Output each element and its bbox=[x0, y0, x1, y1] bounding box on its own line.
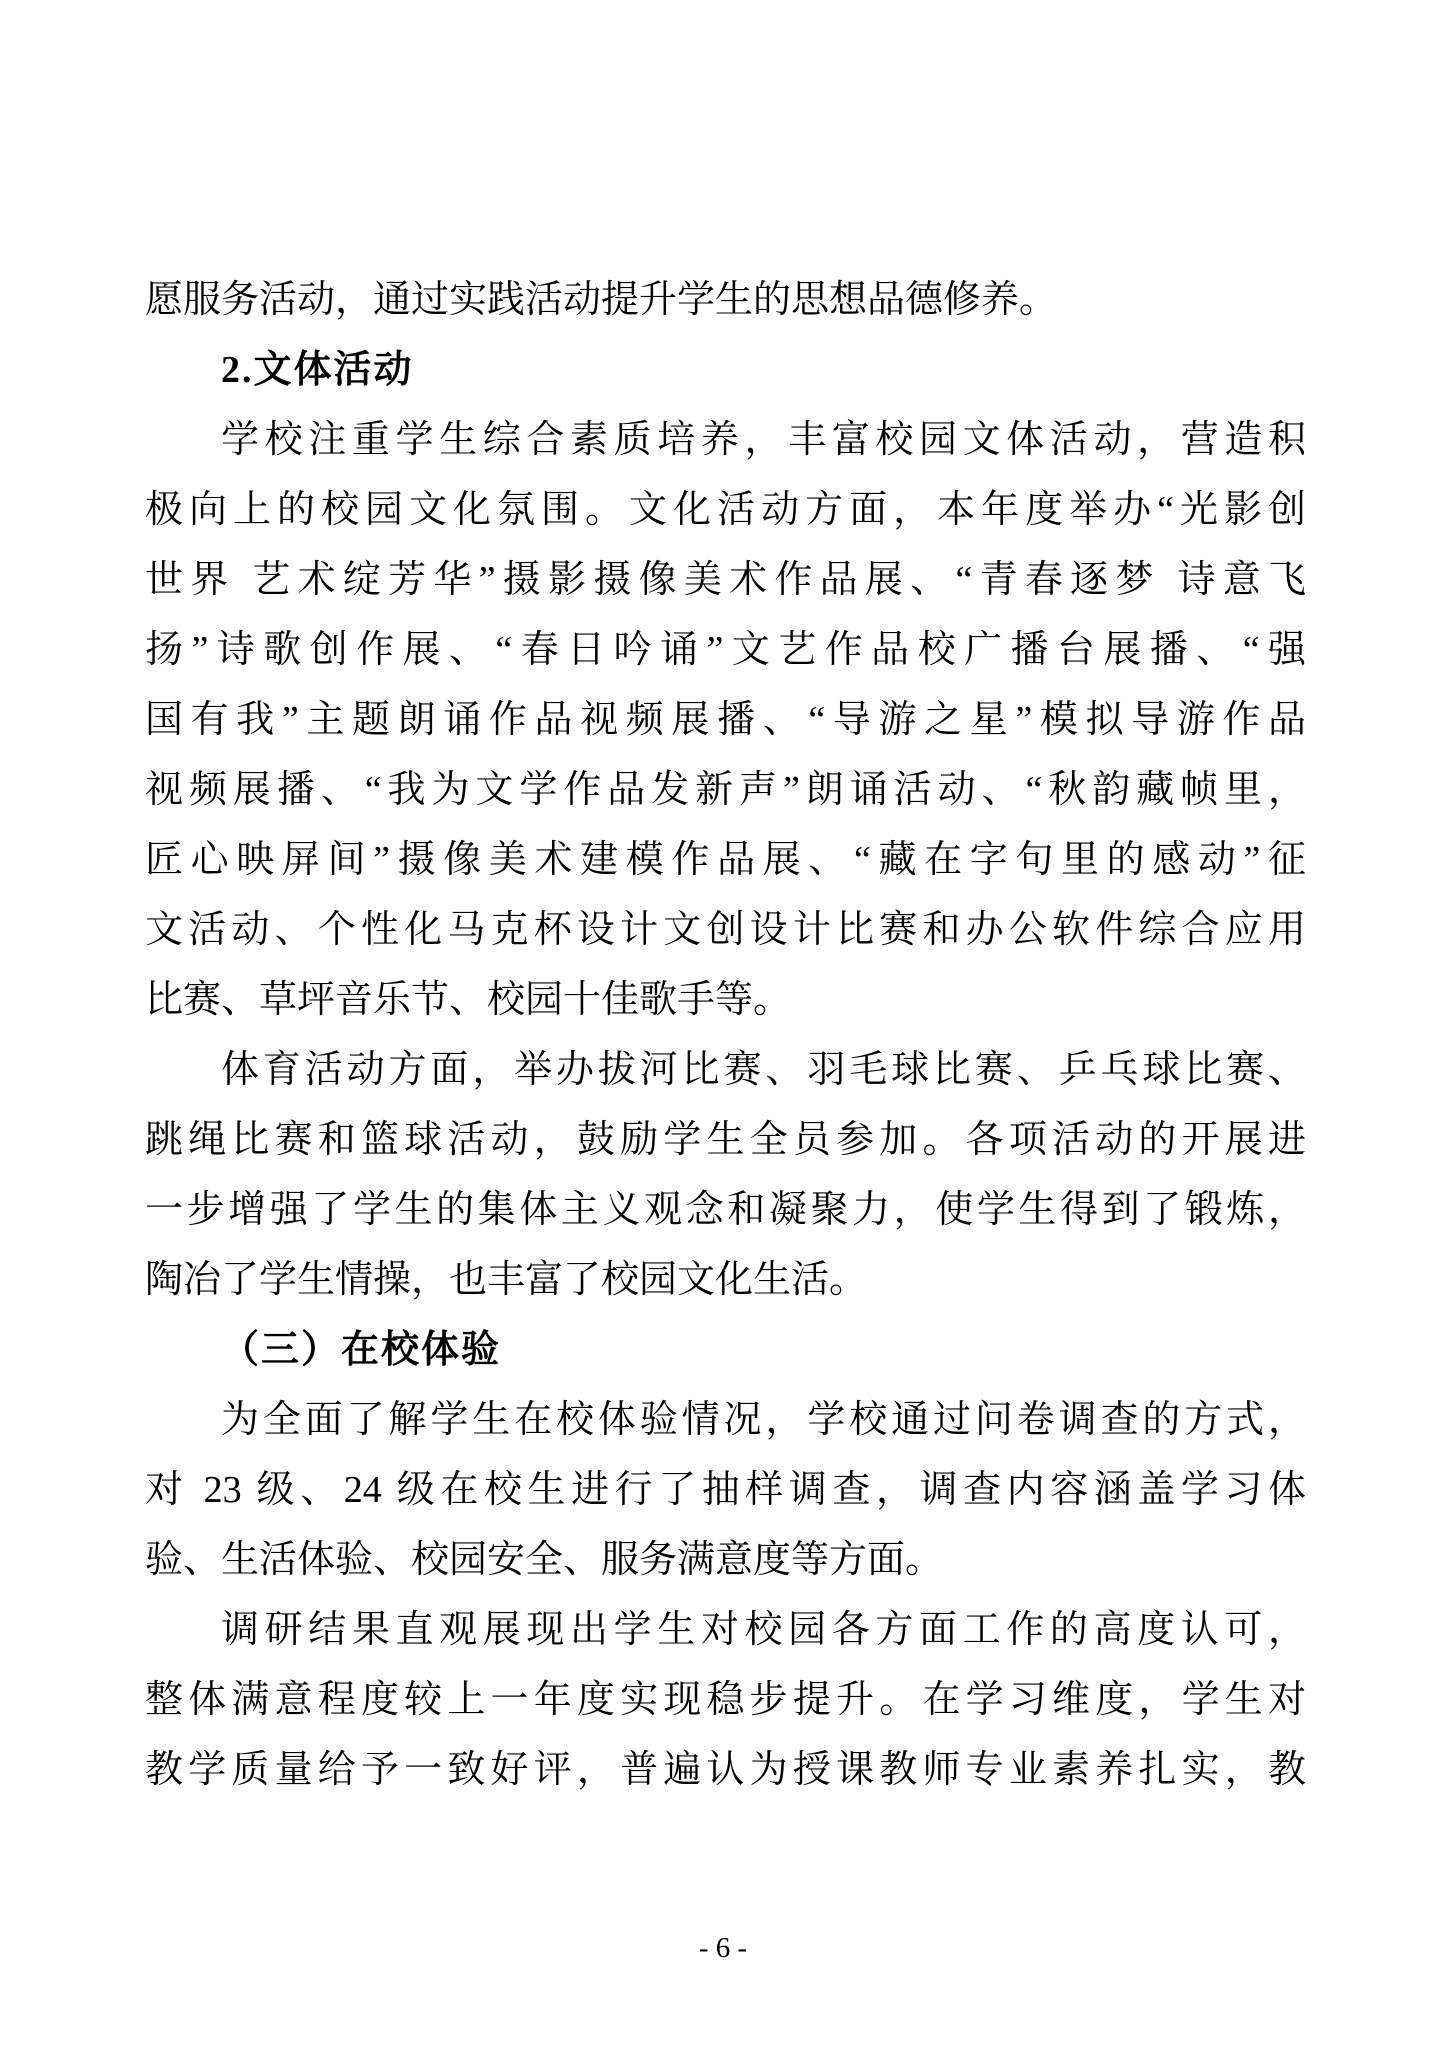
paragraph-line: 扬”诗歌创作展、“春日吟诵”文艺作品校广播台展播、“强 bbox=[145, 629, 1306, 671]
paragraph-line: 文活动、个性化马克杯设计文创设计比赛和办公软件综合应用 bbox=[145, 909, 1306, 951]
paragraph-line: 调研结果直观展现出学生对校园各方面工作的高度认可， bbox=[221, 1609, 1306, 1651]
page-number: - 6 - bbox=[698, 1932, 748, 1964]
paragraph-line: 体育活动方面，举办拔河比赛、羽毛球比赛、乒乓球比赛、 bbox=[221, 1049, 1306, 1091]
paragraph-line: 比赛、草坪音乐节、校园十佳歌手等。 bbox=[145, 979, 792, 1021]
paragraph-line: 为全面了解学生在校体验情况，学校通过问卷调查的方式， bbox=[221, 1399, 1306, 1441]
paragraph-line: 视频展播、“我为文学作品发新声”朗诵活动、“秋韵藏帧里， bbox=[145, 769, 1306, 811]
section-heading: （三）在校体验 bbox=[221, 1329, 502, 1371]
document-body bbox=[145, 265, 1306, 1805]
paragraph-line: 匠心映屏间”摄像美术建模作品展、“藏在字句里的感动”征 bbox=[145, 839, 1306, 881]
paragraph-line: 学校注重学生综合素质培养，丰富校园文体活动，营造积 bbox=[221, 419, 1306, 461]
paragraph-line: 陶冶了学生情操，也丰富了校园文化生活。 bbox=[145, 1259, 868, 1301]
paragraph-line: 整体满意程度较上一年度实现稳步提升。在学习维度，学生对 bbox=[145, 1679, 1306, 1721]
section-heading: 2.文体活动 bbox=[221, 349, 414, 391]
paragraph-line: 极向上的校园文化氛围。文化活动方面，本年度举办“光影创 bbox=[145, 489, 1306, 531]
paragraph-line: 跳绳比赛和篮球活动，鼓励学生全员参加。各项活动的开展进 bbox=[145, 1119, 1306, 1161]
paragraph-line: 教学质量给予一致好评，普遍认为授课教师专业素养扎实，教 bbox=[145, 1749, 1306, 1791]
paragraph-line: 对 23 级、24 级在校生进行了抽样调查，调查内容涵盖学习体 bbox=[145, 1469, 1306, 1511]
paragraph-line: 世界 艺术绽芳华”摄影摄像美术作品展、“青春逐梦 诗意飞 bbox=[145, 559, 1306, 601]
paragraph-line: 验、生活体验、校园安全、服务满意度等方面。 bbox=[145, 1539, 944, 1581]
paragraph-line: 国有我”主题朗诵作品视频展播、“导游之星”模拟导游作品 bbox=[145, 699, 1306, 741]
paragraph-line: 一步增强了学生的集体主义观念和凝聚力，使学生得到了锻炼， bbox=[145, 1189, 1306, 1231]
paragraph-line: 愿服务活动，通过实践活动提升学生的思想品德修养。 bbox=[145, 279, 1058, 321]
